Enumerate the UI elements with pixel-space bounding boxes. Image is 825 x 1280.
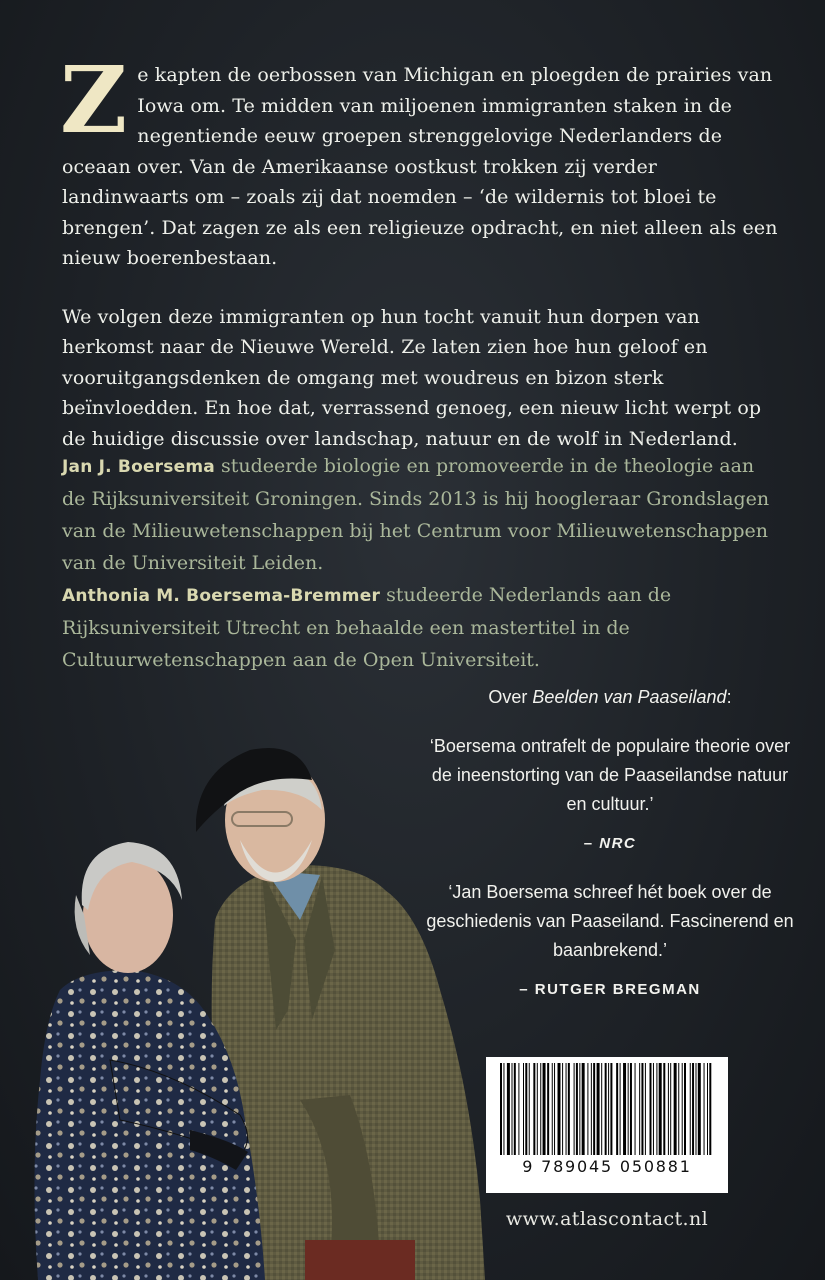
barcode-bar [709,1063,711,1155]
blurb-paragraph-1 [60,46,782,274]
barcode-bar [674,1063,677,1155]
barcode-bar [587,1063,588,1155]
author-photo [0,700,520,1280]
barcode-bar [641,1063,643,1155]
barcode-bar [518,1063,519,1155]
barcode-bar [653,1063,654,1155]
barcode-bar [547,1063,549,1155]
barcode-bar [668,1063,669,1155]
barcode-bar [562,1063,563,1155]
barcode-bar [630,1063,632,1155]
barcode-bar [514,1063,516,1155]
barcode-bar [503,1063,504,1155]
barcode-bar [525,1063,527,1155]
barcode-bar [597,1063,600,1155]
barcode-bar [593,1063,595,1155]
barcode-bar [591,1063,592,1155]
author-bios [62,450,782,676]
barcode-bar [529,1063,530,1155]
barcode-bar [605,1063,607,1155]
barcode-bar [582,1063,585,1155]
barcode-bars [496,1063,718,1155]
barcode-bar [540,1063,541,1155]
barcode-bar [698,1063,701,1155]
barcode-bar [533,1063,535,1155]
barcode-bar [650,1063,652,1155]
author-bio-2-text: studeerde Nederlands aan de Rijksuniversiteit Utrecht en behaalde een mastertitel in de Cultuurwetenschappen aan de Open Universiteit. [62,584,672,671]
barcode-bar [628,1063,629,1155]
barcode-bar [692,1063,694,1155]
barcode-bar [690,1063,691,1155]
author-name-2: Anthonia M. Boersema-Bremmer [62,586,381,606]
reviews-heading-prefix: Over [488,687,533,707]
review-quote-1: ‘Boersema ontrafelt de populaire theorie over de ineenstorting van de Paaseilandse natuur en cultuur.’ [429,736,791,814]
author-name-1: Jan J. Boersema [62,457,215,477]
drop-cap: Z [60,46,128,154]
barcode-bar [568,1063,570,1155]
barcode-bar [659,1063,662,1155]
barcode-bar [639,1063,640,1155]
barcode-bar [537,1063,538,1155]
barcode-bar [635,1063,636,1155]
publisher-url: www.atlascontact.nl [505,1208,709,1230]
barcode-bar [663,1063,665,1155]
barcode-bar [678,1063,679,1155]
barcode-bar [579,1063,580,1155]
barcode-bar [601,1063,602,1155]
barcode-bar [543,1063,546,1155]
blurb-paragraph-1-text: e kapten de oerbossen van Michigan en ploegden de prairies van Iowa om. Te midden van miljoenen immigranten staken in de negentiende eeuw groepen strenggelovige Nederlanders de oceaan over. Van de Amerikaanse oostkust trokken zij verder landinwaarts om – zoals zij dat noemden – ‘de wildernis tot bloei te brengen’. Dat zagen ze als een religieuze opdracht, en niet alleen als een nieuw boerenbestaan. [62,64,778,269]
barcode-bar [656,1063,657,1155]
review-source-2: – RUTGER BREGMAN [519,981,701,998]
author-bio-1 [62,450,782,579]
barcode-bar [707,1063,708,1155]
blurb [60,46,782,454]
barcode-bar [500,1063,502,1155]
barcode-bar [696,1063,697,1155]
reviews-heading-suffix: : [726,687,732,707]
barcode-bar [574,1063,575,1155]
barcode-bar [558,1063,561,1155]
barcode-bar [507,1063,510,1155]
blurb-paragraph-2: We volgen deze immigranten op hun tocht vanuit hun dorpen van herkomst naar de Nieuwe Wereld. Ze laten zien hoe hun geloof en vooruitgangsdenken de omgang met woudreus en bizon sterk beïnvloedden. En hoe dat, verrassend genoeg, een nieuw licht werpt op de huidige discussie over landschap, natuur en de wolf in Nederland. [62,305,762,450]
author-bio-1-text: studeerde biologie en promoveerde in de theologie aan de Rijksuniversiteit Groningen. Sinds 2013 is hij hoogleraar Grondslagen van de Milieuwetenschappen bij het Centrum voor Milieuwetenschappen van de Universiteit Leiden. [62,455,770,574]
isbn-number: 9 789045 050881 [522,1157,692,1176]
barcode-bar [554,1063,555,1155]
barcode-bar [552,1063,553,1155]
reviews-heading-title: Beelden van Paaseiland [532,687,727,707]
review-quote-2: ‘Jan Boersema schreef hét boek over de geschiedenis van Paaseiland. Fascinerend en baanbrekend.’ [426,882,794,960]
barcode-bar [704,1063,705,1155]
barcode-bar [616,1063,618,1155]
barcode-bar [523,1063,524,1155]
barcode-bar [620,1063,621,1155]
barcode-bar [623,1063,626,1155]
review-source-1-dash: – [583,835,600,852]
barcode-bar [608,1063,609,1155]
barcode-bar [670,1063,671,1155]
barcode-bar [566,1063,567,1155]
barcode-bar [512,1063,513,1155]
barcode-bar [576,1063,578,1155]
review-source-1-name: NRC [599,835,637,852]
barcode-bar [682,1063,683,1155]
barcode-bar [684,1063,686,1155]
author-bio-2 [62,579,782,676]
barcode [486,1057,728,1193]
barcode-bar [610,1063,612,1155]
barcode-bar [645,1063,646,1155]
